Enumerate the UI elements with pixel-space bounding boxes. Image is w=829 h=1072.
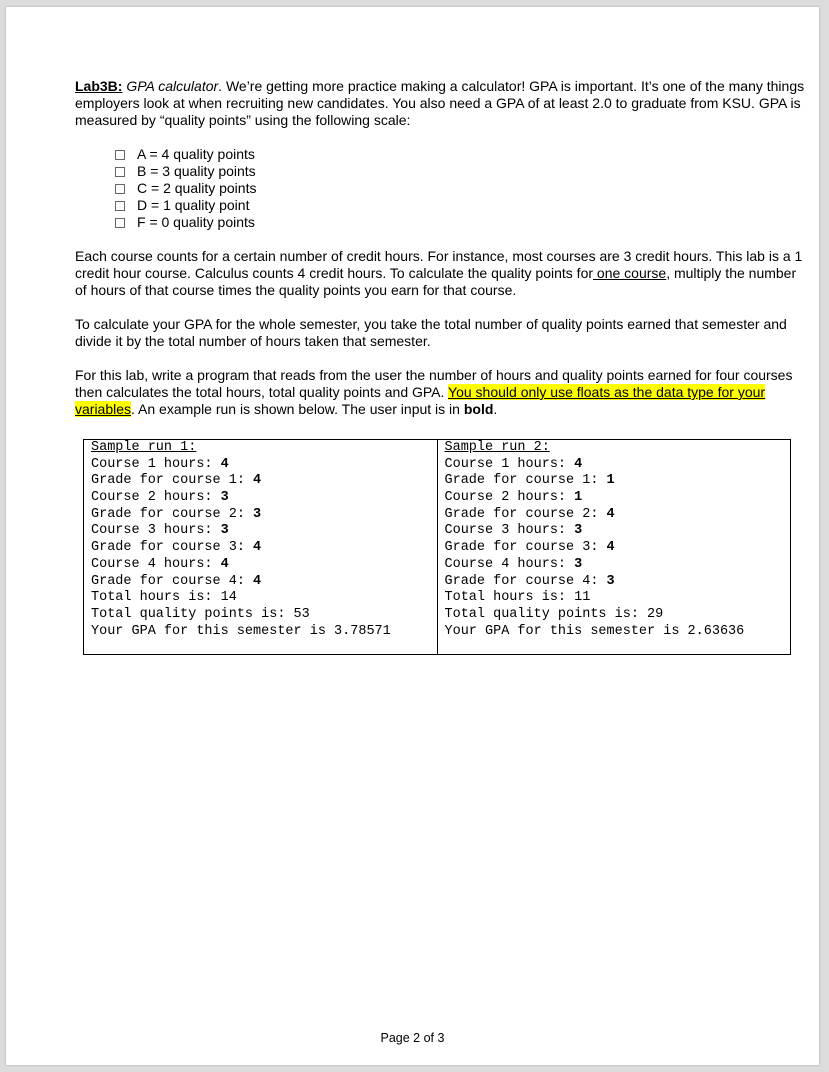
output-line: Course 4 hours: 3 — [444, 556, 583, 572]
document-page — [6, 7, 819, 1065]
sample-run-2 — [437, 440, 791, 655]
output-line: Grade for course 3: 4 — [91, 540, 262, 556]
output-line: Course 3 hours: 3 — [91, 523, 229, 539]
lab-label: Lab3B: — [75, 78, 123, 94]
bullet-box-icon — [115, 218, 125, 228]
scale-item-label: C = 2 quality points — [137, 180, 257, 196]
output-line: Your GPA for this semester is 2.63636 — [444, 623, 745, 639]
list-item — [115, 163, 805, 180]
lab-title: GPA calculator — [126, 78, 219, 94]
sample-run-1 — [84, 440, 438, 655]
output-line: Total quality points is: 53 — [91, 606, 310, 622]
para4-end: . — [493, 401, 498, 417]
output-line: Course 2 hours: 1 — [444, 490, 583, 506]
table-row — [84, 440, 791, 655]
sample-run-title: Sample run 2: — [444, 440, 550, 455]
list-item — [115, 197, 805, 214]
para2-text: Each course counts for a certain number of credit hours. For instance, most courses are 3 credit hours. This lab is a 1 credit hour course. Calculus counts 4 credit hours. To calculate the quality points for — [75, 248, 803, 281]
scale-item-label: B = 3 quality points — [137, 163, 256, 179]
output-line: Grade for course 4: 4 — [91, 573, 262, 589]
para4-middle: . An example run is shown below. The user input is in — [131, 401, 464, 417]
output-line: Total hours is: 11 — [444, 590, 591, 606]
grade-scale-list — [75, 146, 805, 231]
output-line: Total hours is: 14 — [91, 590, 237, 606]
para2-underlined: one course — [593, 265, 667, 281]
output-line: Course 4 hours: 4 — [91, 556, 229, 572]
para2-text-end: , multiply the number of hours of that course times the quality points you earn for that course. — [75, 265, 797, 298]
gpa-paragraph: To calculate your GPA for the whole semester, you take the total number of quality points earned that semester and divide it by the total number of hours taken that semester. — [75, 316, 787, 349]
scale-item-label: F = 0 quality points — [137, 214, 255, 230]
page-number: Page 2 of 3 — [380, 1031, 445, 1045]
instructions-paragraph — [75, 367, 805, 418]
page-content — [75, 78, 805, 435]
output-line: Grade for course 4: 3 — [444, 573, 615, 589]
output-line: Course 1 hours: 4 — [444, 456, 583, 472]
output-line: Your GPA for this semester is 3.78571 — [91, 623, 391, 639]
output-line: Course 2 hours: 3 — [91, 490, 229, 506]
bullet-box-icon — [115, 201, 125, 211]
output-line: Course 1 hours: 4 — [91, 456, 229, 472]
output-line: Grade for course 2: 3 — [91, 506, 262, 522]
output-line: Total quality points is: 29 — [444, 606, 664, 622]
list-item — [115, 180, 805, 197]
para4-text: For this lab, write a program that reads from the user the number of hours and quality points earned for four courses then calculates the total hours, total quality points and GPA. — [75, 367, 793, 400]
credit-hours-paragraph — [75, 248, 805, 299]
list-item — [115, 146, 805, 163]
sample-run-title: Sample run 1: — [91, 440, 197, 455]
scale-item-label: D = 1 quality point — [137, 197, 250, 213]
output-line: Grade for course 1: 4 — [91, 473, 262, 489]
output-line: Grade for course 3: 4 — [444, 540, 615, 556]
scale-item-label: A = 4 quality points — [137, 146, 255, 162]
sample-runs-table — [83, 439, 791, 655]
intro-paragraph — [75, 78, 805, 129]
bullet-box-icon — [115, 167, 125, 177]
output-line: Course 3 hours: 3 — [444, 523, 583, 539]
bullet-box-icon — [115, 150, 125, 160]
output-line: Grade for course 1: 1 — [444, 473, 615, 489]
highlighted-requirement: You should only use floats as the data type for your variables — [75, 384, 766, 417]
list-item — [115, 214, 805, 231]
para4-bold: bold — [463, 401, 494, 417]
output-line: Grade for course 2: 4 — [444, 506, 615, 522]
intro-text: . We’re getting more practice making a calculator! GPA is important. It’s one of the many things employers look at when recruiting new candidates. You also need a GPA of at least 2.0 to graduate from KSU. GPA is measured by “quality points” using the following scale: — [75, 78, 805, 128]
bullet-box-icon — [115, 184, 125, 194]
